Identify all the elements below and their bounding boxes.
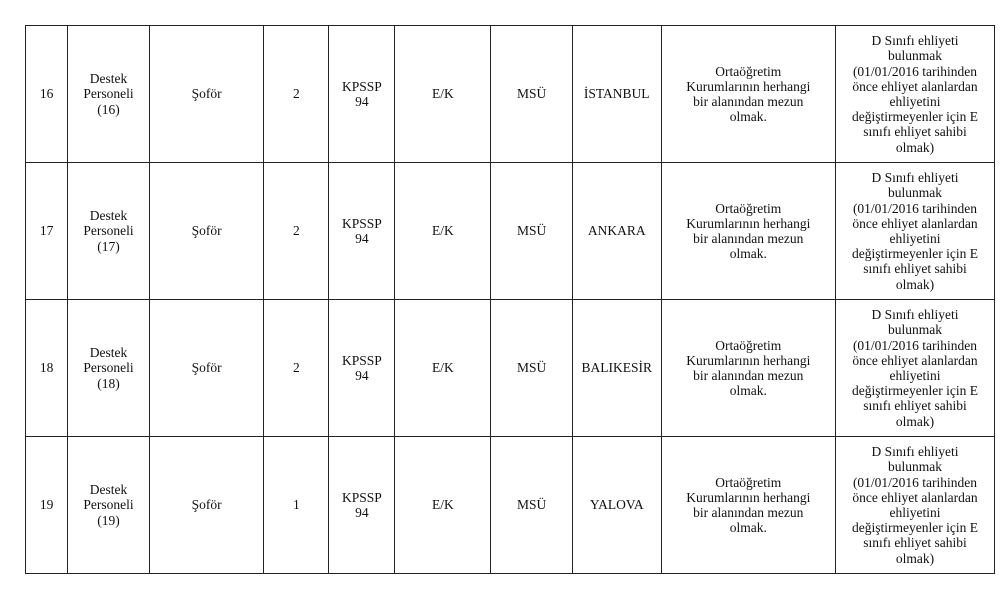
position-name-cell: Destek Personeli (18) [68,300,150,437]
position-name-cell: Destek Personeli (16) [68,26,150,163]
title-cell: Şoför [149,300,264,437]
city-cell: BALIKESİR [572,300,661,437]
office-cell: MSÜ [491,163,573,300]
row-number-cell: 17 [26,163,68,300]
requirement-cell: D Sınıfı ehliyeti bulunmak (01/01/2016 tarihinden önce ehliyet alanlardan ehliyetini değiştirmeyenler için E sınıfı ehliyet sahibi olmak) [835,26,994,163]
gender-cell: E/K [395,26,491,163]
table-row [26,163,995,300]
title-cell: Şoför [149,163,264,300]
requirement-cell: D Sınıfı ehliyeti bulunmak (01/01/2016 tarihinden önce ehliyet alanlardan ehliyetini değiştirmeyenler için E sınıfı ehliyet sahibi olmak) [835,163,994,300]
exam-score-type-cell: KPSSP 94 [329,26,395,163]
count-cell: 2 [264,163,329,300]
row-number-cell: 19 [26,437,68,574]
education-cell: Ortaöğretim Kurumlarının herhangi bir alanından mezun olmak. [661,300,835,437]
office-cell: MSÜ [491,437,573,574]
table-row [26,26,995,163]
gender-cell: E/K [395,437,491,574]
count-cell: 1 [264,437,329,574]
row-number-cell: 18 [26,300,68,437]
title-cell: Şoför [149,26,264,163]
position-name-cell: Destek Personeli (19) [68,437,150,574]
position-table [25,25,995,574]
requirement-cell: D Sınıfı ehliyeti bulunmak (01/01/2016 tarihinden önce ehliyet alanlardan ehliyetini değiştirmeyenler için E sınıfı ehliyet sahibi olmak) [835,437,994,574]
count-cell: 2 [264,26,329,163]
exam-score-type-cell: KPSSP 94 [329,437,395,574]
office-cell: MSÜ [491,26,573,163]
title-cell: Şoför [149,437,264,574]
education-cell: Ortaöğretim Kurumlarının herhangi bir alanından mezun olmak. [661,163,835,300]
count-cell: 2 [264,300,329,437]
education-cell: Ortaöğretim Kurumlarının herhangi bir alanından mezun olmak. [661,437,835,574]
city-cell: ANKARA [572,163,661,300]
exam-score-type-cell: KPSSP 94 [329,163,395,300]
education-cell: Ortaöğretim Kurumlarının herhangi bir alanından mezun olmak. [661,26,835,163]
gender-cell: E/K [395,163,491,300]
requirement-cell: D Sınıfı ehliyeti bulunmak (01/01/2016 tarihinden önce ehliyet alanlardan ehliyetini değiştirmeyenler için E sınıfı ehliyet sahibi olmak) [835,300,994,437]
city-cell: İSTANBUL [572,26,661,163]
office-cell: MSÜ [491,300,573,437]
city-cell: YALOVA [572,437,661,574]
position-name-cell: Destek Personeli (17) [68,163,150,300]
gender-cell: E/K [395,300,491,437]
row-number-cell: 16 [26,26,68,163]
exam-score-type-cell: KPSSP 94 [329,300,395,437]
table-row [26,300,995,437]
table-row [26,437,995,574]
